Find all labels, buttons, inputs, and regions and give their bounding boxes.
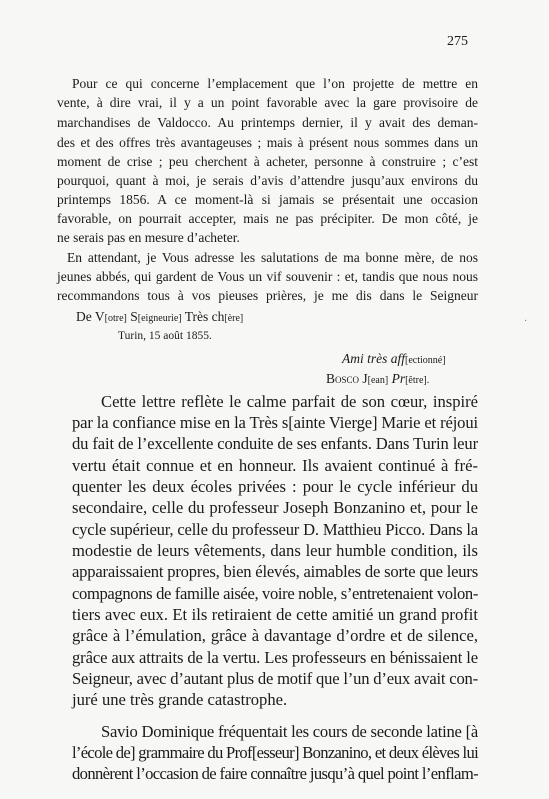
margin-mark: ·: [524, 316, 528, 327]
letter-line: ne serais pas en mesure d’acheter.: [57, 230, 240, 246]
signature-bracket: [être].: [405, 375, 430, 387]
body-line: juré une très grande catastrophe.: [72, 690, 288, 710]
body-line: vertu était connue et en honneur. Ils avaient continué à fré-: [72, 456, 478, 476]
letter-line: printemps 1856. A ce moment-là si jamais se présentait une occasion: [57, 191, 478, 207]
body-line: Cette lettre reflète le calme parfait de son cœur, inspiré: [101, 392, 478, 412]
body-line: tiers avec eux. Et ils retiraient de cette amitié un grand profit: [72, 605, 478, 625]
closing-tres: Très ch: [181, 309, 225, 325]
letter-line: marchandises de Valdocco. Au printemps dernier, il y avait des deman-: [57, 114, 478, 130]
letter-closing: [76, 310, 243, 324]
closing-bracket: [otre]: [104, 313, 127, 325]
body-line: compagnons de famille aisée, voire noble, s’entretenaient volon-: [72, 584, 478, 604]
letter-date: Turin, 15 août 1855.: [118, 330, 212, 343]
body-line: grâce aux attraits de la vertu. Les professeurs en bénissaient le: [72, 648, 478, 668]
letter-line: recommandons tous à vos pieuses prières, je me dis dans le Seigneur: [57, 288, 478, 304]
body-line: modestie de leurs vêtements, dans leur humble condition, ils: [72, 541, 478, 561]
closing-bracket: [ère]: [224, 313, 244, 325]
letter-line: jeunes abbés, qui gardent de Vous un vif souvenir : et, tandis que nous nous: [57, 269, 478, 285]
body-line: grâce à l’émulation, grâce à davantage d’ordre et de silence,: [72, 626, 478, 646]
body-line: Savio Dominique fréquentait les cours de seconde latine [à: [101, 721, 478, 741]
body-line: par la confiance mise en la Très s[ainte Vierge] Marie et réjoui: [72, 413, 478, 433]
signature-name: Bosco: [326, 371, 360, 387]
letter-line: pourquoi, quant à moi, je serais d’avis d’attendre jusqu’aux environs du: [57, 172, 478, 188]
body-line: quenter les deux écoles privées : pour le cycle inférieur du: [72, 477, 478, 497]
signature-bracket: [ean]: [367, 375, 389, 387]
page-number: 275: [447, 34, 468, 49]
body-line: donnèrent l’occasion de faire connaître jusqu’à quel point l’enflam-: [72, 763, 478, 783]
body-line: Seigneur, avec d’autant plus de motif que l’un d’eux avait con-: [72, 669, 478, 689]
signature-pr: Pr: [388, 371, 406, 387]
closing-bracket: [eigneurie]: [137, 313, 182, 325]
body-line: apparaissaient propres, bien élevés, aimables de sorte que leurs: [72, 562, 478, 582]
letter-line: des et des offres très avantageuses ; mais à présent nous sommes dans un: [57, 134, 478, 150]
letter-signature-2: [326, 372, 429, 386]
letter-line: moment de crise ; peu cherchent à acheter, personne à construire ; c’est: [57, 153, 478, 169]
closing-prefix: De V: [76, 309, 105, 325]
body-line: du fait de l’excellente conduite de ses enfants. Dans Turin leur: [72, 434, 478, 454]
signature-j: J: [359, 371, 368, 387]
letter-signature-1: [342, 352, 446, 366]
letter-line: vente, à dire vrai, il y a un point favorable avec la gare provisoire de: [57, 95, 478, 111]
signature-bracket: [ectionné]: [405, 355, 446, 367]
body-line: cycle supérieur, celle du professeur D. Matthieu Picco. Dans la: [72, 520, 478, 540]
body-line: secondaire, celle du professeur Joseph Bonzanino et, pour le: [72, 498, 478, 518]
body-line: l’école de] grammaire du Prof[esseur] Bonzanino, et deux élèves lui: [72, 742, 478, 762]
letter-line: favorable, on pourrait accepter, mais ne pas précipiter. De mon côté, je: [57, 210, 478, 226]
signature-italic: Ami très aff: [342, 351, 405, 367]
letter-line: Pour ce qui concerne l’emplacement que l’on projette de mettre en: [72, 76, 478, 92]
closing-s: S: [126, 309, 138, 325]
letter-line: En attendant, je Vous adresse les salutations de ma bonne mère, de nos: [67, 250, 478, 266]
